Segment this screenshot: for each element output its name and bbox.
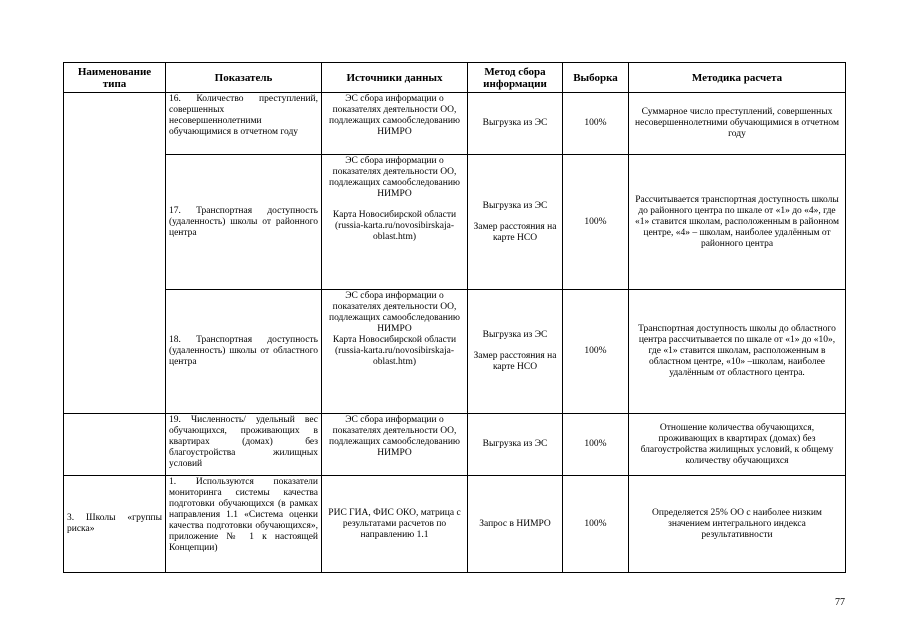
source-cell: ЭС сбора информации о показателях деятельности ОО, подлежащих самообследованию НИМРО <box>322 414 468 476</box>
method-cell <box>468 290 563 414</box>
table-row <box>64 93 846 155</box>
header-method: Метод сбора информации <box>468 63 563 93</box>
method-cell: Выгрузка из ЭС <box>468 93 563 155</box>
type-cell <box>64 414 166 476</box>
calc-cell: Рассчитывается транспортная доступность школы до районного центра по шкале от «1» до «4», где «1» ставится школам, расположенным в районном центре, «4» – школам, наиболее удалённым от районного центра <box>629 155 846 290</box>
sample-cell: 100% <box>563 476 629 573</box>
table-row <box>64 155 846 290</box>
type-cell: 3. Школы «группы риска» <box>64 476 166 573</box>
indicator-cell: 16. Количество преступлений, совершенных несовершеннолетними обучающимися в отчетном году <box>166 93 322 155</box>
type-cell <box>64 93 166 414</box>
source-cell: РИС ГИА, ФИС ОКО, матрица с результатами расчетов по направлению 1.1 <box>322 476 468 573</box>
header-row <box>64 63 846 93</box>
indicator-cell: 1. Используются показатели мониторинга системы качества подготовки обучающихся (в рамках направления 1.1 «Система оценки качества подготовки обучающихся», приложение № 1 к настоящей Концепции) <box>166 476 322 573</box>
source-item: ЭС сбора информации о показателях деятельности ОО, подлежащих самообследованию НИМРО <box>328 156 461 199</box>
header-source: Источники данных <box>322 63 468 93</box>
table-row <box>64 476 846 573</box>
method-cell: Выгрузка из ЭС <box>468 414 563 476</box>
source-item: Карта Новосибирской области (russia-karta.ru/novosibirskaja-oblast.htm) <box>332 210 457 242</box>
method-cell <box>468 155 563 290</box>
sample-cell: 100% <box>563 414 629 476</box>
header-indicator: Показатель <box>166 63 322 93</box>
calc-cell: Транспортная доступность школы до областного центра рассчитывается по шкале от «1» до «10», где «1» ставится школам, расположенным в областном центре, «10» –школам, наиболее удалённым от областного центра. <box>629 290 846 414</box>
table-row <box>64 290 846 414</box>
method-item: Выгрузка из ЭС <box>482 200 548 211</box>
indicator-cell: 19. Численность/ удельный вес обучающихся, проживающих в квартирах (домах) без благоустройства жилищных условий <box>166 414 322 476</box>
sample-cell: 100% <box>563 155 629 290</box>
indicator-cell: 17. Транспортная доступность (удаленность) школы от районного центра <box>166 155 322 290</box>
source-cell <box>322 155 468 290</box>
calc-cell: Суммарное число преступлений, совершенных несовершеннолетними обучающимися в отчетном году <box>629 93 846 155</box>
methodology-table <box>63 62 846 573</box>
sample-cell: 100% <box>563 93 629 155</box>
method-item: Замер расстояния на карте НСО <box>473 221 557 243</box>
table-row <box>64 414 846 476</box>
calc-cell: Определяется 25% ОО с наиболее низким значением интегрального индекса результативности <box>629 476 846 573</box>
method-cell: Запрос в НИМРО <box>468 476 563 573</box>
header-type: Наименование типа <box>64 63 166 93</box>
indicator-cell: 18. Транспортная доступность (удаленность) школы от областного центра <box>166 290 322 414</box>
header-sample: Выборка <box>563 63 629 93</box>
source-cell: ЭС сбора информации о показателях деятельности ОО, подлежащих самообследованию НИМРО <box>322 93 468 155</box>
method-item: Замер расстояния на карте НСО <box>473 351 557 372</box>
page-number: 77 <box>835 597 845 608</box>
calc-cell: Отношение количества обучающихся, проживающих в квартирах (домах) без благоустройства жилищных условий, к общему количеству обучающихся <box>629 414 846 476</box>
method-item: Выгрузка из ЭС <box>482 330 548 340</box>
source-cell <box>322 290 468 414</box>
sample-cell: 100% <box>563 290 629 414</box>
header-calc: Методика расчета <box>629 63 846 93</box>
source-item: ЭС сбора информации о показателях деятельности ОО, подлежащих самообследованию НИМРО <box>328 291 461 334</box>
source-item: Карта Новосибирской области (russia-karta.ru/novosibirskaja-oblast.htm) <box>332 335 457 367</box>
